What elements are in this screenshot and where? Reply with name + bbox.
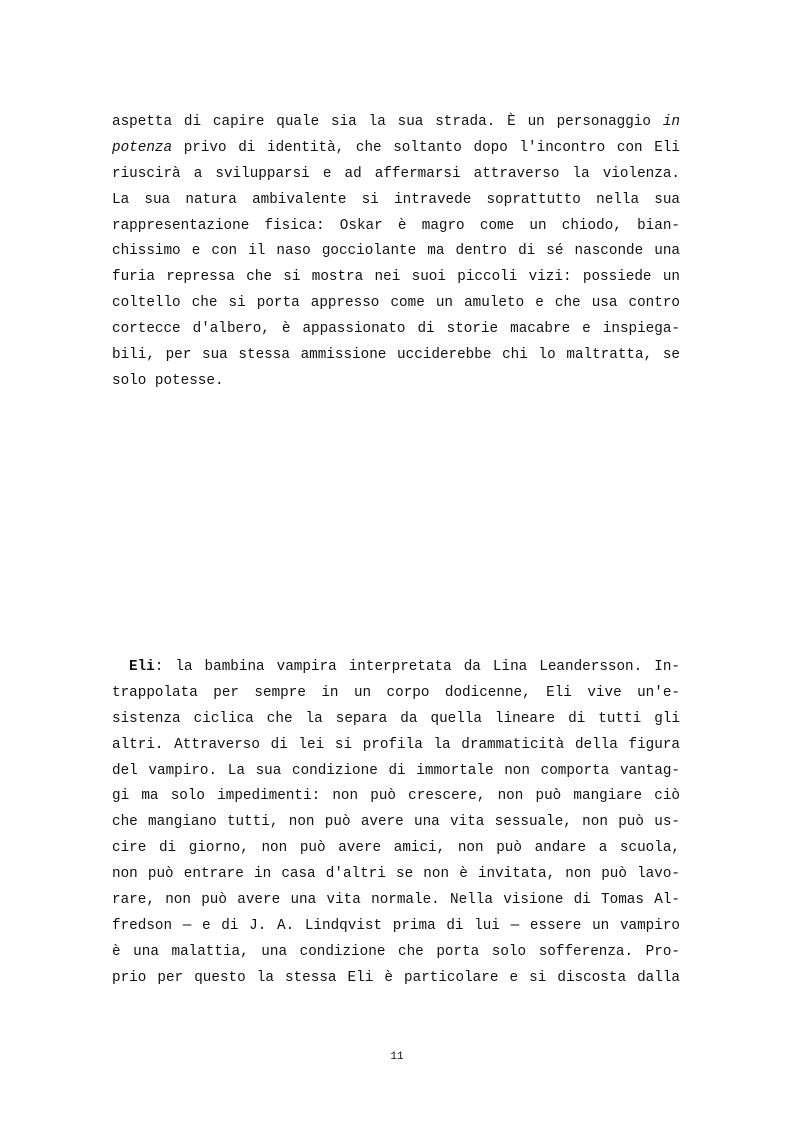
text-line: riuscirà a svilupparsi e ad affermarsi attraverso la violenza. xyxy=(112,165,680,182)
text-line: coltello che si porta appresso come un amuleto e che usa contro xyxy=(112,295,680,312)
text-line: La sua natura ambivalente si intravede soprattutto nella sua xyxy=(112,191,680,208)
text-line: rappresentazione fisica: Oskar è magro come un chiodo, bian- xyxy=(112,217,680,234)
text-line: altri. Attraverso di lei si profila la drammaticità della figura xyxy=(112,736,680,753)
text-line: cortecce d'albero, è appassionato di storie macabre e inspiega- xyxy=(112,321,680,338)
text-line: del vampiro. La sua condizione di immortale non comporta vantag- xyxy=(112,762,680,779)
text-line xyxy=(112,136,680,162)
text-line xyxy=(112,110,680,136)
text-line: rare, non può avere una vita normale. Nella visione di Tomas Al- xyxy=(112,892,680,909)
text-segment: : la bambina vampira interpretata da Lina Leandersson. In- xyxy=(154,659,680,675)
bold-term: Eli xyxy=(129,659,155,675)
text-line: gi ma solo impedimenti: non può crescere, non può mangiare ciò xyxy=(112,788,680,805)
text-line: che mangiano tutti, non può avere una vita sessuale, non può us- xyxy=(112,814,680,831)
text-line: furia repressa che si mostra nei suoi piccoli vizi: possiede un xyxy=(112,269,680,286)
text-line: sistenza ciclica che la separa da quella lineare di tutti gli xyxy=(112,710,680,727)
text-line: cire di giorno, non può avere amici, non può andare a scuola, xyxy=(112,840,680,857)
page-number: 11 xyxy=(390,1051,404,1063)
text-line: prio per questo la stessa Eli è particolare e si discosta dalla xyxy=(112,969,680,986)
text-segment: privo di identità, che soltanto dopo l'incontro con Eli xyxy=(172,139,680,156)
paragraph-oskar xyxy=(112,110,680,395)
italic-text: potenza xyxy=(112,139,173,156)
italic-text: in xyxy=(662,114,680,130)
paragraph-eli xyxy=(112,655,680,992)
text-line: è una malattia, una condizione che porta solo sofferenza. Pro- xyxy=(112,943,680,960)
text-line: solo potesse. xyxy=(112,372,224,389)
text-line: trappolata per sempre in un corpo dodicenne, Eli vive un'e- xyxy=(112,684,680,701)
text-line: non può entrare in casa d'altri se non è invitata, non può lavo- xyxy=(112,866,680,883)
text-line: bili, per sua stessa ammissione ucciderebbe chi lo maltratta, se xyxy=(112,347,680,364)
text-line: chissimo e con il naso gocciolante ma dentro di sé nasconde una xyxy=(112,243,680,260)
text-line: fredson — e di J. A. Lindqvist prima di lui — essere un vampiro xyxy=(112,917,680,934)
text-segment: aspetta di capire quale sia la sua strada. È un personaggio xyxy=(112,114,663,130)
text-line xyxy=(112,655,680,681)
